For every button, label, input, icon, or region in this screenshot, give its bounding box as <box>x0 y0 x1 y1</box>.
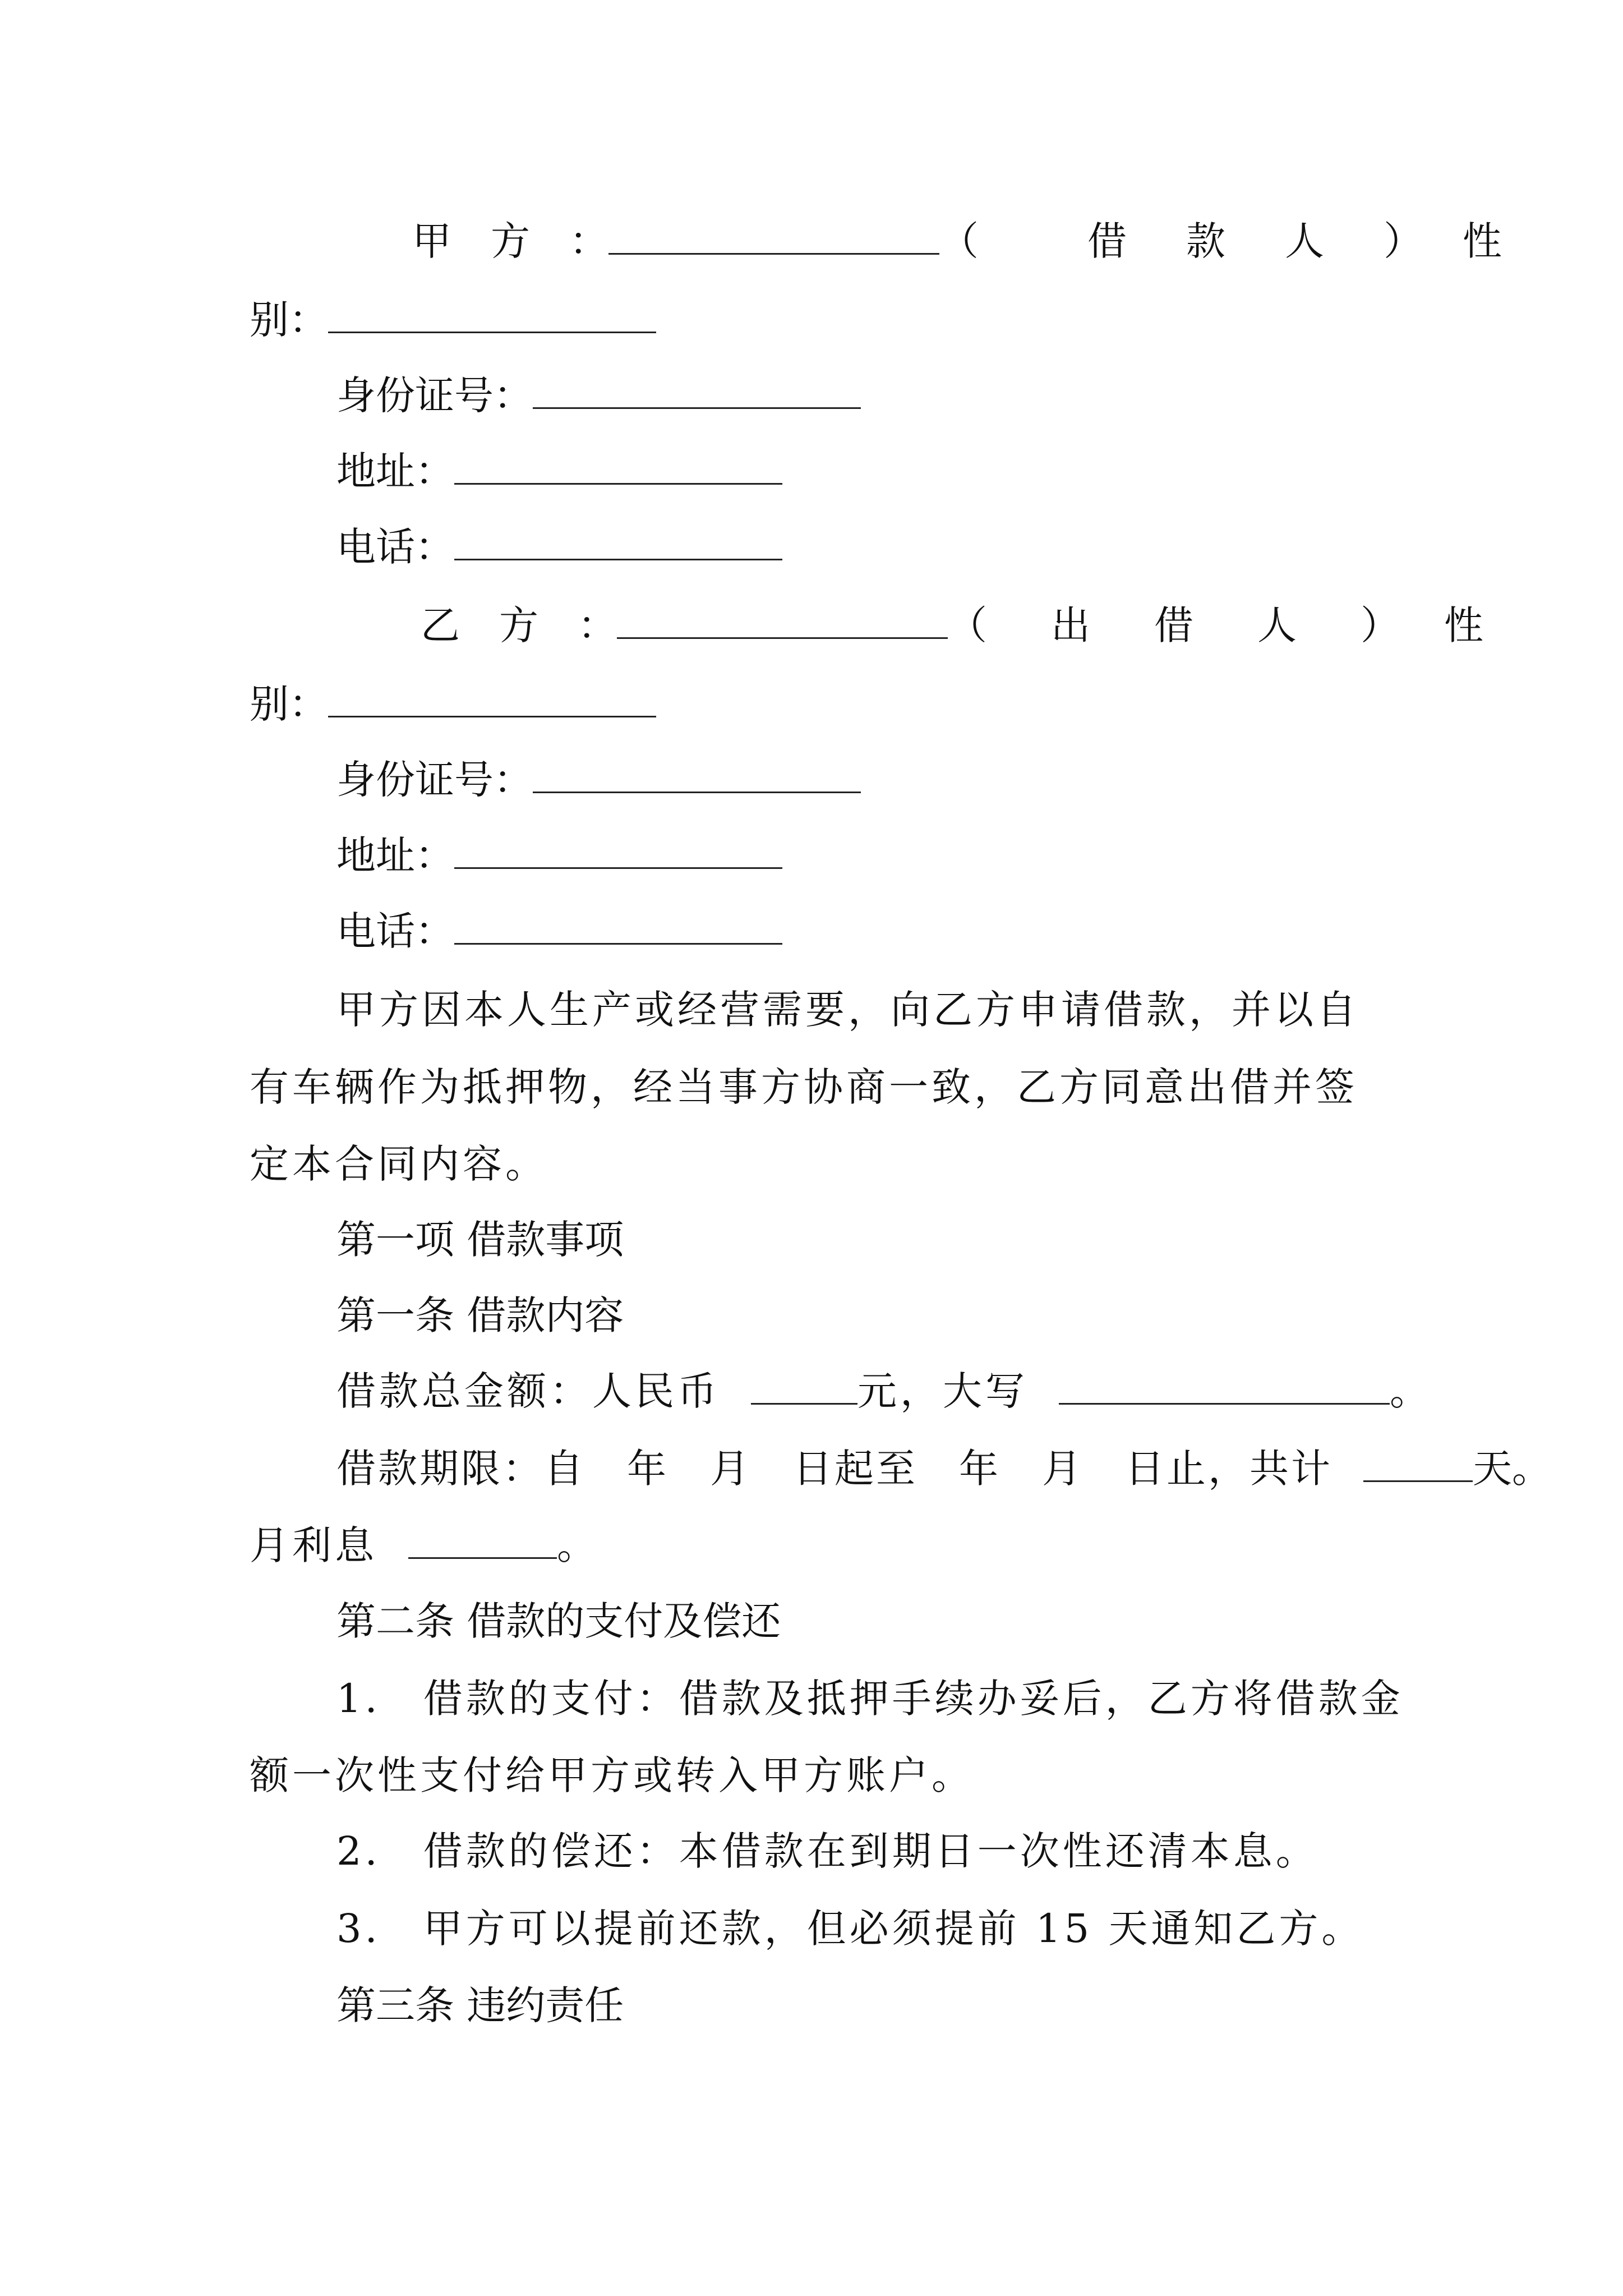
party-b-gender-line <box>250 676 656 732</box>
party-a-line <box>412 213 1512 269</box>
party-b-address-blank[interactable] <box>454 835 782 869</box>
loan-term-line <box>336 1441 1551 1497</box>
party-a-address-label: 地址： <box>336 448 454 494</box>
party-b-gender-label: 别： <box>250 681 328 727</box>
party-a-address-blank[interactable] <box>454 450 782 485</box>
party-a-address-line <box>336 443 782 499</box>
party-a-id-label: 身份证号： <box>336 372 533 418</box>
article-3-title: 第三条 违约责任 <box>336 1982 624 2028</box>
party-b-role: （ 出 借 人 ） 性 <box>948 602 1496 648</box>
party-a-phone-line <box>336 519 782 575</box>
loan-amount-number-blank[interactable] <box>751 1370 857 1405</box>
party-b-id-label: 身份证号： <box>336 757 533 803</box>
intro-line-1: 甲方因本人生产或经营需要，向乙方申请借款，并以自 <box>336 987 1359 1033</box>
loan-term-days-blank[interactable] <box>1363 1448 1473 1482</box>
party-a-phone-label: 电话： <box>336 524 454 570</box>
item-1-line-1: 1. 借款的支付：借款及抵押手续办妥后，乙方将借款金 <box>336 1676 1404 1722</box>
party-b-address-line <box>336 827 782 884</box>
interest-end: 。 <box>557 1522 596 1568</box>
interest-blank[interactable] <box>408 1525 557 1559</box>
loan-amount-mid: 元，大写 <box>857 1368 1028 1414</box>
party-a-id-line <box>336 367 861 424</box>
interest-prefix: 月利息 <box>250 1522 377 1568</box>
loan-amount-words-blank[interactable] <box>1059 1370 1390 1405</box>
party-a-phone-blank[interactable] <box>454 526 782 560</box>
party-b-label: 乙 方 ： <box>421 602 617 648</box>
party-b-phone-line <box>336 903 782 959</box>
item-2: 2. 借款的偿还：本借款在到期日一次性还清本息。 <box>336 1828 1318 1874</box>
section-1-title: 第一项 借款事项 <box>336 1217 624 1263</box>
article-2-title: 第二条 借款的支付及偿还 <box>336 1598 781 1644</box>
loan-amount-prefix: 借款总金额：人民币 <box>336 1368 720 1414</box>
item-3: 3. 甲方可以提前还款，但必须提前 15 天通知乙方。 <box>336 1906 1364 1952</box>
item-1-line-2: 额一次性支付给甲方或转入甲方账户。 <box>250 1752 974 1798</box>
party-b-line <box>421 597 1496 654</box>
party-a-gender-label: 别： <box>250 297 328 343</box>
party-b-phone-label: 电话： <box>336 908 454 954</box>
party-b-phone-blank[interactable] <box>454 910 782 945</box>
article-1-title: 第一条 借款内容 <box>336 1292 624 1338</box>
party-a-gender-line <box>250 292 656 348</box>
loan-amount-line <box>336 1363 1429 1419</box>
party-a-role: （ 借 款 人 ） 性 <box>939 218 1512 264</box>
loan-term-prefix: 借款期限：自 年 月 日起至 年 月 日止，共计 <box>336 1446 1332 1492</box>
party-b-gender-blank[interactable] <box>328 683 656 717</box>
party-a-gender-blank[interactable] <box>328 299 656 333</box>
interest-line <box>250 1517 596 1573</box>
loan-term-end: 天。 <box>1473 1446 1551 1492</box>
intro-line-2: 有车辆作为抵押物，经当事方协商一致，乙方同意出借并签 <box>250 1064 1358 1110</box>
party-a-name-blank[interactable] <box>608 220 939 255</box>
party-a-label: 甲 方 ： <box>412 218 608 264</box>
party-a-id-blank[interactable] <box>533 375 861 409</box>
loan-amount-end: 。 <box>1390 1368 1429 1414</box>
party-b-name-blank[interactable] <box>617 605 948 639</box>
party-b-address-label: 地址： <box>336 832 454 878</box>
party-b-id-line <box>336 752 861 808</box>
intro-line-3: 定本合同内容。 <box>250 1141 548 1187</box>
party-b-id-blank[interactable] <box>533 759 861 793</box>
